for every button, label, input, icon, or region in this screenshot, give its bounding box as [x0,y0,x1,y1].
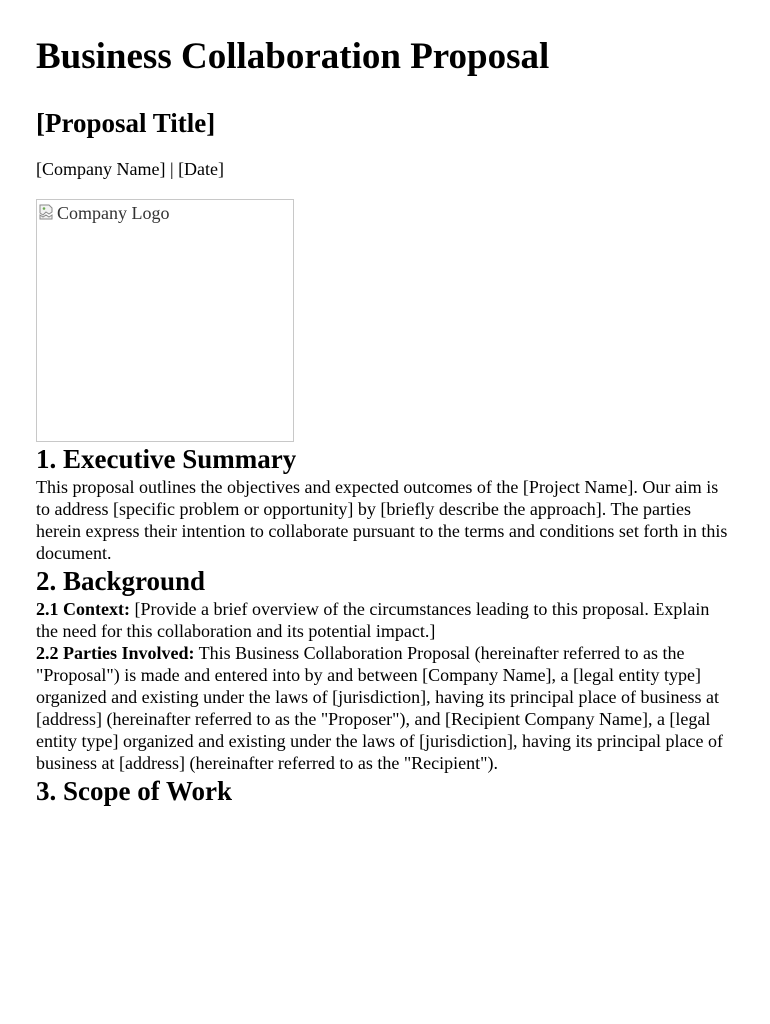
document-title: Business Collaboration Proposal [36,36,550,77]
scope-of-work-heading: 3. Scope of Work [36,776,233,806]
parties-involved-label: 2.2 Parties Involved: [36,643,195,663]
broken-image-icon [39,204,53,220]
executive-summary-heading: 1. Executive Summary [36,444,297,474]
background-heading: 2. Background [36,566,206,596]
context-label: 2.1 Context: [36,599,130,619]
context-text: [Provide a brief overview of the circumstances leading to this proposal. Explain the need for this collaboration and its potential impact.] [36,599,710,641]
logo-alt-text: Company Logo [57,203,170,223]
executive-summary-text: This proposal outlines the objectives and expected outcomes of the [Project Name]. Our aim is to address [specific problem or opportunity] by [briefly describe the approach]. The parties herein express their intention to collaborate pursuant to the terms and conditions set forth in this document. [36,477,728,563]
context-paragraph [36,598,734,642]
parties-involved-text: This Business Collaboration Proposal (hereinafter referred to as the "Proposal") is made and entered into by and between [Company Name], a [legal entity type] organized and existing under the laws of [jurisdiction], having its principal place of business at [address] (hereinafter referred to as the "Proposer"), and [Recipient Company Name], a [legal entity type] organized and existing under the laws of [jurisdiction], having its principal place of business at [address] (hereinafter referred to as the "Recipient"). [36,643,723,773]
broken-image-placeholder [39,202,170,224]
parties-involved-paragraph [36,642,734,774]
proposal-title: [Proposal Title] [36,108,216,138]
company-logo-image [36,199,294,442]
company-date-line: [Company Name] | [Date] [36,159,225,179]
